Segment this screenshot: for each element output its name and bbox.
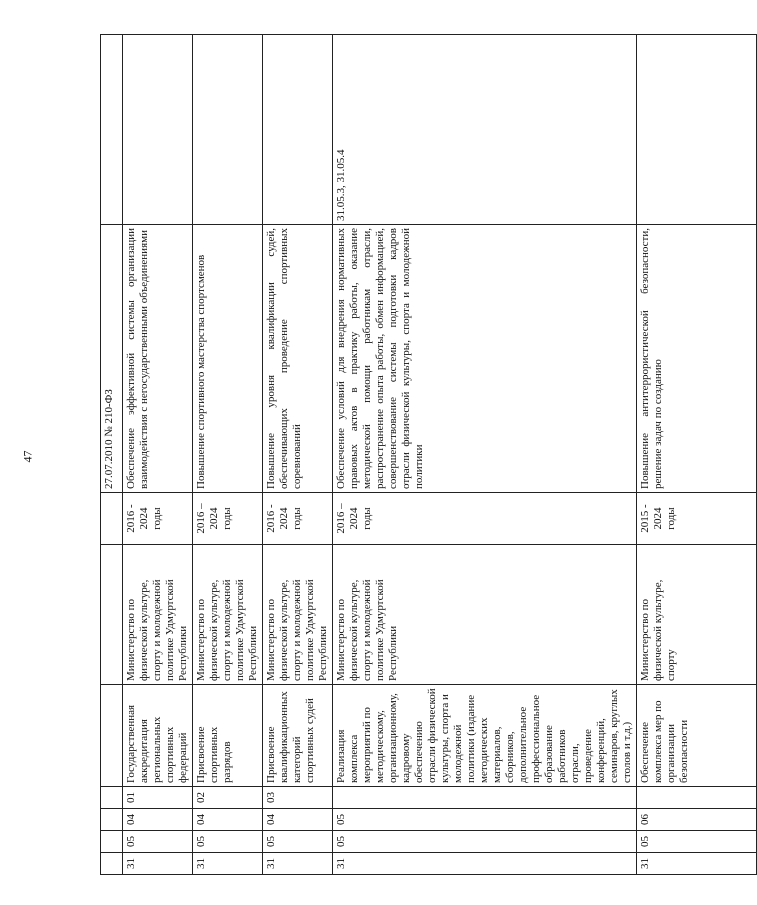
indicator bbox=[637, 35, 757, 225]
expected-result: Повышение спортивного мастерства спортсменов bbox=[193, 225, 263, 493]
executor: Министерство по физической культуре, спорту и молодежной политике Удмуртской Республики bbox=[263, 545, 333, 685]
table-row: 31 05 04 01 Государственная аккредитация региональных спортивных федераций Министерство по физической культуре, спорту и молодежной политике Удмуртской Республики 2016 - 2024 годы Обеспечение эффективной системы организации взаимодействия с негосударственными объединениями bbox=[123, 35, 193, 875]
period: 2016 - 2024 годы bbox=[123, 493, 193, 545]
table-row: 31 05 04 02 Присвоение спортивных разрядов Министерство по физической культуре, спорту и молодежной политике Удмуртской Республики 2016 – 2024 годы Повышение спортивного мастерства спортсменов bbox=[193, 35, 263, 875]
indicator: 31.05.3, 31.05.4 bbox=[333, 35, 637, 225]
expected-result: Обеспечение условий для внедрения нормативных правовых актов в практику работы, оказание методической помощи работникам отрасли, распространение опыта работы, обмен информацией, совершенствование системы подготовки кадров отрасли физической культуры, спорта и молодежной политики bbox=[333, 225, 637, 493]
law-reference: 27.07.2010 № 210-ФЗ bbox=[101, 225, 123, 493]
indicator bbox=[263, 35, 333, 225]
measure-name: Присвоение спортивных разрядов bbox=[193, 685, 263, 787]
rotated-table-container bbox=[100, 35, 690, 875]
measure-name: Присвоение квалификационных категорий спортивных судей bbox=[263, 685, 333, 787]
table-row: 31 05 06 Обеспечение комплекса мер по организации безопасности Министерство по физической культуре, спорту 2015 - 2024 годы Повышение антитеррористической безопасности, решение задач по созданию bbox=[637, 35, 757, 875]
measures-table bbox=[100, 34, 757, 875]
period: 2016 - 2024 годы bbox=[263, 493, 333, 545]
executor: Министерство по физической культуре, спорту и молодежной политике Удмуртской Республики bbox=[333, 545, 637, 685]
table-row: 31 05 04 03 Присвоение квалификационных категорий спортивных судей Министерство по физической культуре, спорту и молодежной политике Удмуртской Республики 2016 - 2024 годы Повышение уровня квалификации судей, обеспечивающих проведение спортивных соревнований bbox=[263, 35, 333, 875]
executor: Министерство по физической культуре, спорту и молодежной политике Удмуртской Республики bbox=[193, 545, 263, 685]
table-row-continued bbox=[101, 35, 123, 875]
table-row: 31 05 05 Реализация комплекса мероприятий по методическому, организационному, кадровому обеспечению отрасли физической культуры, спорта и молодежной политики (издание методических материалов, сборников, дополнительное профессиональное образование работников отрасли, проведение конференций, семинаров, круглых столов и т.д.) Министерство по физической культуре, спорту и молодежной политике Удмуртской Республики 2016 – 2024 годы Обеспечение условий для внедрения нормативных правовых актов в практику работы, оказание методической помощи работникам отрасли, распространение опыта работы, обмен информацией, совершенствование системы подготовки кадров отрасли физической культуры, спорта и молодежной политики 31.05.3, 31.05.4 bbox=[333, 35, 637, 875]
expected-result: Обеспечение эффективной системы организации взаимодействия с негосударственными объединениями bbox=[123, 225, 193, 493]
measure-name: Реализация комплекса мероприятий по методическому, организационному, кадровому обеспечению отрасли физической культуры, спорта и молодежной политики (издание методических материалов, сборников, дополнительное профессиональное образование работников отрасли, проведение конференций, семинаров, круглых столов и т.д.) bbox=[333, 685, 637, 787]
expected-result: Повышение уровня квалификации судей, обеспечивающих проведение спортивных соревнований bbox=[263, 225, 333, 493]
measure-name: Государственная аккредитация региональных спортивных федераций bbox=[123, 685, 193, 787]
expected-result: Повышение антитеррористической безопасности, решение задач по созданию bbox=[637, 225, 757, 493]
measure-name: Обеспечение комплекса мер по организации безопасности bbox=[637, 685, 757, 787]
executor: Министерство по физической культуре, спорту и молодежной политике Удмуртской Республики bbox=[123, 545, 193, 685]
period: 2016 – 2024 годы bbox=[333, 493, 637, 545]
indicator bbox=[193, 35, 263, 225]
executor: Министерство по физической культуре, спорту bbox=[637, 545, 757, 685]
period: 2015 - 2024 годы bbox=[637, 493, 757, 545]
page-number: 47 bbox=[20, 450, 35, 463]
period: 2016 – 2024 годы bbox=[193, 493, 263, 545]
indicator bbox=[123, 35, 193, 225]
